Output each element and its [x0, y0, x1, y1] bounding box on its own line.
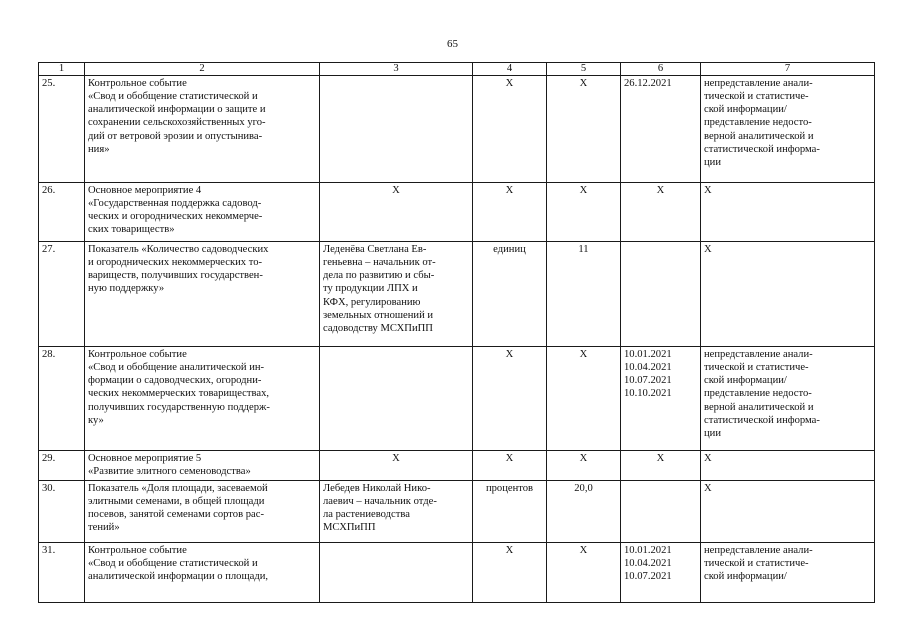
unit-cell: Х [473, 347, 547, 451]
column-header: 6 [621, 63, 701, 76]
column-header: 2 [85, 63, 320, 76]
row-number: 26. [39, 183, 85, 242]
measure-name: Контрольное событие «Свод и обобщение статистической и аналитической информации о защите и сохранении сельскохозяйственных уго- дий от ветровой эрозии и опустынива- ния» [85, 76, 320, 183]
measures-table [38, 62, 875, 603]
measure-name: Основное мероприятие 5 «Развитие элитного семеноводства» [85, 451, 320, 481]
measure-name: Основное мероприятие 4 «Государственная поддержка садовод- ческих и огороднических некоммерче- ских товариществ» [85, 183, 320, 242]
dates-cell: Х [621, 451, 701, 481]
column-header: 3 [320, 63, 473, 76]
responsible-person [320, 347, 473, 451]
table-row [39, 543, 875, 603]
risk-cell: Х [701, 481, 875, 543]
column-header: 4 [473, 63, 547, 76]
unit-cell: Х [473, 76, 547, 183]
page-number: 65 [447, 38, 458, 50]
dates-cell: Х [621, 183, 701, 242]
measure-name: Контрольное событие «Свод и обобщение статистической и аналитической информации о площади, [85, 543, 320, 603]
measure-name: Контрольное событие «Свод и обобщение аналитической ин- формации о садоводческих, огородни- ческих некоммерческих товариществах, получивших государственную поддерж- ку» [85, 347, 320, 451]
table-row [39, 242, 875, 347]
responsible-person: Х [320, 451, 473, 481]
dates-cell: 26.12.2021 [621, 76, 701, 183]
responsible-person [320, 76, 473, 183]
row-number: 30. [39, 481, 85, 543]
value-cell: 11 [547, 242, 621, 347]
dates-cell: 10.01.2021 10.04.2021 10.07.2021 [621, 543, 701, 603]
dates-cell [621, 242, 701, 347]
risk-cell: Х [701, 183, 875, 242]
risk-cell: непредставление анали- тической и статистиче- ской информации/ [701, 543, 875, 603]
unit-cell: Х [473, 451, 547, 481]
table-row [39, 76, 875, 183]
value-cell: Х [547, 543, 621, 603]
risk-cell: Х [701, 451, 875, 481]
responsible-person [320, 543, 473, 603]
responsible-person: Лебедев Николай Нико- лаевич – начальник отде- ла растениеводства МСХПиПП [320, 481, 473, 543]
dates-cell: 10.01.2021 10.04.2021 10.07.2021 10.10.2021 [621, 347, 701, 451]
risk-cell: непредставление анали- тической и статистиче- ской информации/ представление недосто- верной аналитической и статистической информа- ции [701, 76, 875, 183]
unit-cell: процентов [473, 481, 547, 543]
row-number: 27. [39, 242, 85, 347]
value-cell: Х [547, 183, 621, 242]
unit-cell: единиц [473, 242, 547, 347]
value-cell: Х [547, 451, 621, 481]
unit-cell: Х [473, 543, 547, 603]
value-cell: 20,0 [547, 481, 621, 543]
responsible-person: Леденёва Светлана Ев- геньевна – начальник от- дела по развитию и сбы- ту продукции ЛПХ и КФХ, регулированию земельных отношений и садоводству МСХПиПП [320, 242, 473, 347]
value-cell: Х [547, 347, 621, 451]
responsible-person: Х [320, 183, 473, 242]
row-number: 29. [39, 451, 85, 481]
table-row [39, 451, 875, 481]
row-number: 25. [39, 76, 85, 183]
row-number: 28. [39, 347, 85, 451]
table-row [39, 183, 875, 242]
risk-cell: Х [701, 242, 875, 347]
risk-cell: непредставление анали- тической и статистиче- ской информации/ представление недосто- верной аналитической и статистической информа- ции [701, 347, 875, 451]
column-header: 7 [701, 63, 875, 76]
row-number: 31. [39, 543, 85, 603]
column-header: 1 [39, 63, 85, 76]
column-header: 5 [547, 63, 621, 76]
value-cell: Х [547, 76, 621, 183]
dates-cell [621, 481, 701, 543]
measure-name: Показатель «Доля площади, засеваемой элитными семенами, в общей площади посевов, занятой семенами сортов рас- тений» [85, 481, 320, 543]
measure-name: Показатель «Количество садоводческих и огороднических некоммерческих то- вариществ, получивших государствен- ную поддержку» [85, 242, 320, 347]
header-row [39, 63, 875, 76]
unit-cell: Х [473, 183, 547, 242]
table-row [39, 347, 875, 451]
table-row [39, 481, 875, 543]
